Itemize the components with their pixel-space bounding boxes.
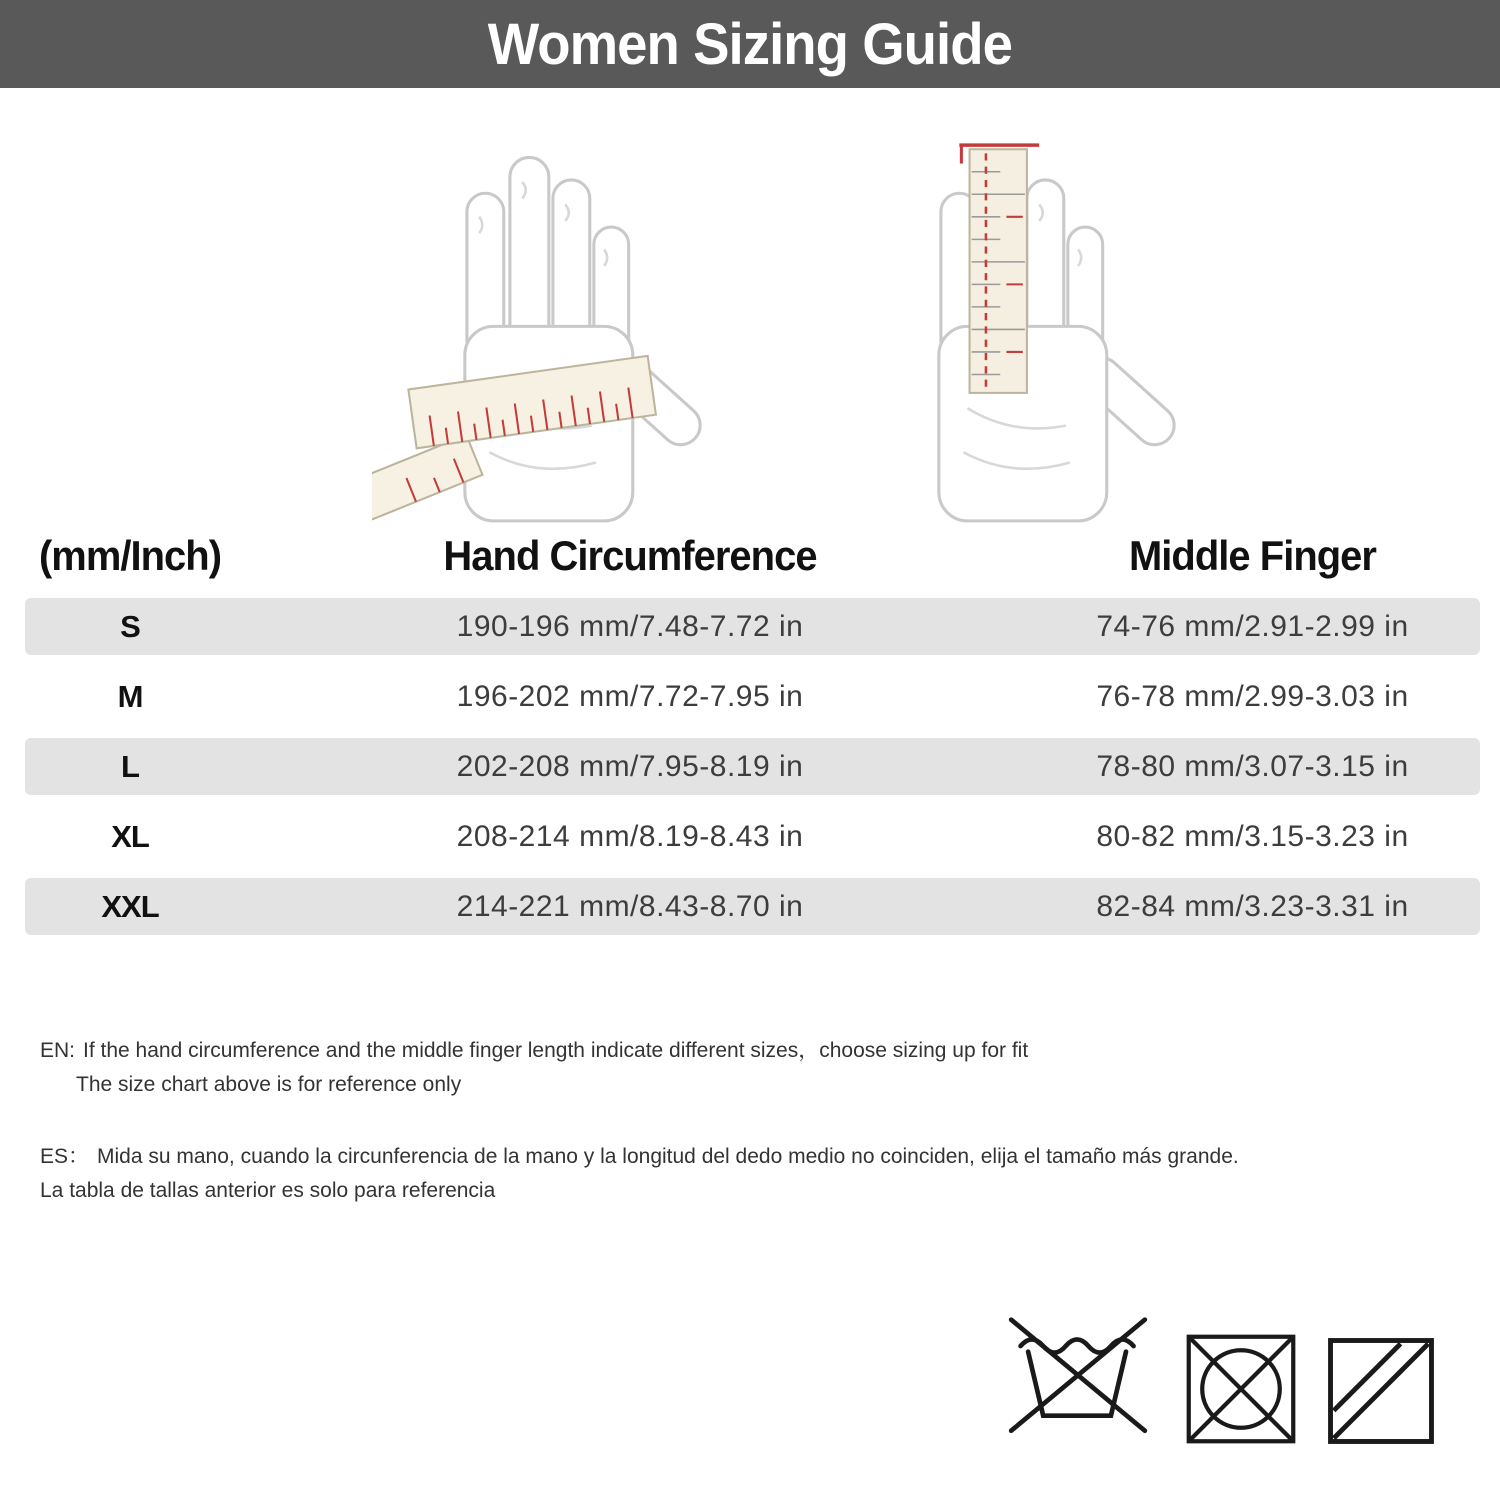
size-label: XL <box>111 818 149 854</box>
note-en-label: EN: <box>40 1039 76 1062</box>
size-table <box>25 598 1480 948</box>
size-label: M <box>117 678 143 714</box>
middle-finger-value: 76-78 mm/2.99-3.03 in <box>1096 679 1409 713</box>
middle-finger-value: 82-84 mm/3.23-3.31 in <box>1096 889 1409 923</box>
unit-header: (mm/Inch) <box>38 532 222 579</box>
do-not-wash-icon <box>998 1293 1158 1448</box>
table-row <box>25 808 1480 865</box>
note-english-line1 <box>40 1034 1340 1068</box>
table-row <box>25 878 1480 935</box>
hand-circumference-value: 214-221 mm/8.43-8.70 in <box>456 889 804 923</box>
column-hand-circumference: Hand Circumference <box>443 532 817 579</box>
hand-circumference-icon <box>372 96 742 526</box>
middle-finger-icon <box>846 96 1216 526</box>
table-row <box>25 668 1480 725</box>
middle-finger-value: 74-76 mm/2.91-2.99 in <box>1096 609 1409 643</box>
hand-circumference-value: 196-202 mm/7.72-7.95 in <box>456 679 804 713</box>
table-row <box>25 598 1480 655</box>
middle-finger-value: 80-82 mm/3.15-3.23 in <box>1096 819 1409 853</box>
note-spanish-line2: La tabla de tallas anterior es solo para referencia <box>40 1179 496 1202</box>
page-title: Women Sizing Guide <box>487 11 1013 77</box>
table-row <box>25 738 1480 795</box>
note-english-line2: The size chart above is for reference only <box>76 1073 462 1096</box>
note-spanish-line1 <box>40 1140 1340 1174</box>
header-banner <box>0 0 1500 88</box>
middle-finger-value: 78-80 mm/3.07-3.15 in <box>1096 749 1409 783</box>
care-symbols <box>998 1293 1438 1448</box>
note-english <box>40 1034 1340 1102</box>
size-label: L <box>121 748 139 784</box>
do-not-tumble-dry-icon <box>1182 1330 1300 1448</box>
note-es-label: ES： <box>40 1145 90 1168</box>
note-en-text: If the hand circumference and the middle finger length indicate different sizes，choose sizing up for fit <box>83 1039 1029 1062</box>
size-table-header <box>25 526 1480 586</box>
note-spanish <box>40 1140 1340 1208</box>
note-es-text: Mida su mano, cuando la circunferencia de la mano y la longitud del dedo medio no coinciden, elija el tamaño más grande. <box>97 1145 1239 1168</box>
hand-circumference-value: 190-196 mm/7.48-7.72 in <box>456 609 804 643</box>
size-label: S <box>120 608 140 644</box>
size-label: XXL <box>101 888 159 924</box>
dry-in-shade-icon <box>1324 1334 1438 1448</box>
hand-circumference-value: 208-214 mm/8.19-8.43 in <box>456 819 804 853</box>
column-middle-finger: Middle Finger <box>1129 532 1376 579</box>
hand-circumference-value: 202-208 mm/7.95-8.19 in <box>456 749 804 783</box>
